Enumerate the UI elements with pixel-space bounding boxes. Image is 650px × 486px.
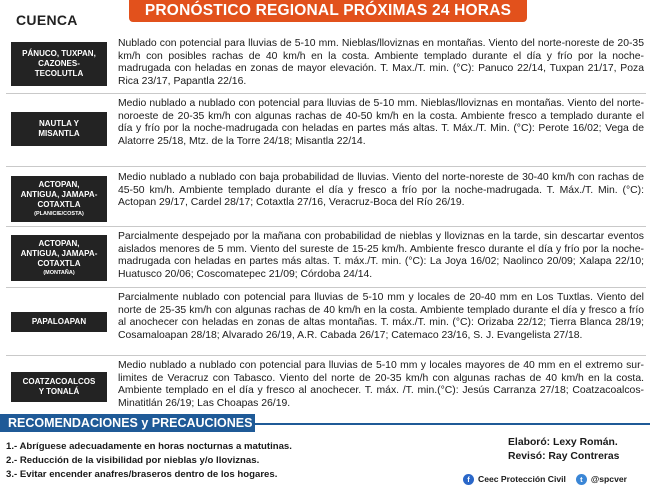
recommendation-item: 1.- Abríguese adecuadamente en horas nocturnas a matutinas. [6, 441, 292, 452]
twitter-handle[interactable]: @spcver [590, 474, 627, 484]
region-forecast: Nublado con potencial para lluvias de 5-10 mm. Nieblas/lloviznas en montañas. Viento del norte-noreste de 20-35 km/h con posibles rachas de 40 km/h en la costa. Ambiente templado durante el día y frío por la noche-madrugada con heladas en zonas de mayor elevación. T. Max./T. min. (°C): Panuco 22/14, Tuxpan 21/17, Poza Rica 23/17, Papantla 22/16. [118, 38, 644, 87]
facebook-icon[interactable]: f [463, 474, 474, 485]
region-forecast: Parcialmente nublado con potencial para lluvias de 5-10 mm y locales de 20-40 mm en Los Tuxtlas. Viento del norte de 25-35 km/h con algunas rachas de 40 km/h en la costa. Ambiente templado durante el día y fresco a frío al anochecer con heladas en zonas de altas montañas. T. máx./T. min. (°C): Orizaba 22/12; Tierra Blanca 28/19; Cosamaloapan 28/18; Alvarado 26/19, A.R. Cabada 26/17; Catemaco 23/16, S. J. Evangelista 27/18. [118, 292, 644, 341]
region-label-line: TECOLUTLA [34, 69, 84, 78]
region-label-line: ACTOPAN, [38, 180, 80, 189]
region-forecast: Medio nublado a nublado con potencial para lluvias de 5-10 mm y locales mayores de 40 mm en el extremo sur-limites de Veracruz con Tabasco. Viento del norte de 20-35 km/h con algunas rachas de 40 km/h en la costa. Ambiente templado en el día y fresco al anochecer. T. máx. /T. min.(°C): Jesús Carranza 27/18; Coatzacoalcos-Minatitlán 26/19; Las Choapas 26/19. [118, 360, 644, 409]
region-label-line: ACTOPAN, [38, 239, 80, 248]
recommendation-item: 3.- Evitar encender anafres/braseros dentro de los hogares. [6, 469, 278, 480]
recommendations-rule [255, 423, 650, 425]
recommendations-list [6, 440, 426, 482]
facebook-handle[interactable]: Ceec Protección Civil [478, 474, 566, 484]
region-sublabel: (MONTAÑA) [43, 270, 75, 276]
recommendations-header [0, 414, 650, 432]
region-label-line: CAZONES- [38, 59, 80, 68]
region-label-line: COTAXTLA [37, 259, 81, 268]
recommendation-item: 2.- Reducción de la visibilidad por nieblas y/o lloviznas. [6, 455, 260, 466]
region-label-line: COATZACOALCOS [22, 377, 96, 386]
region-label [11, 42, 107, 86]
twitter-icon[interactable]: t [576, 474, 587, 485]
region-label-line: ANTIGUA, JAMAPA- [20, 190, 98, 199]
region-sublabel: (PLANICIE/COSTA) [34, 211, 84, 217]
region-forecast: Parcialmente despejado por la mañana con probabilidad de nieblas y lloviznas en la tarde, sin descartar eventos aislados menores de 5 mm. Viento del sureste de 15-25 km/h. Ambiente fresco durante el día y frío por la noche-madrugada con heladas en partes más altas. T. máx./T. min. (°C): La Joya 16/02; Naolinco 20/09; Xalapa 22/10; Huatusco 20/06; Coscomatepec 21/09; Córdoba 24/14. [118, 231, 644, 280]
region-label-line: PAPALOAPAN [31, 317, 87, 326]
prepared-by: Elaboró: Lexy Román. [508, 437, 618, 448]
social-links [463, 472, 627, 486]
region-label-line: Y TONALÁ [38, 387, 80, 396]
region-label-line: PÁNUCO, TUXPAN, [22, 49, 96, 58]
region-label-line: COTAXTLA [37, 200, 81, 209]
header [0, 0, 650, 30]
region-label [11, 112, 107, 146]
divider [6, 93, 646, 94]
region-label [11, 372, 107, 402]
region-forecast: Medio nublado a nublado con baja probabilidad de lluvias. Viento del norte-noreste de 30-40 km/h con rachas de 45-50 km/h. Ambiente templado durante el día y fresco a frío por la noche-madrugada. T. Máx./T. Min. (°C): Actopan 29/17, Cardel 28/17; Cotaxtla 27/16, Veracruz-Boca del Río 26/19. [118, 172, 644, 209]
divider [6, 166, 646, 167]
divider [6, 287, 646, 288]
divider [6, 226, 646, 227]
region-label-line: ANTIGUA, JAMAPA- [20, 249, 98, 258]
region-heading: CUENCA [16, 12, 78, 28]
region-forecast: Medio nublado a nublado con potencial para lluvias de 5-10 mm. Nieblas/lloviznas en montañas. Viento del norte-noroeste de 20-35 km/h con algunas rachas de 40-50 km/h en la costa. Ambiente fresco a templado durante el día y frío por la noche-madrugada con heladas en partes más altas. T. Máx./T. Min. (°C): Perote 16/02; Vega de Alatorre 25/18, Mtz. de la Torre 24/18; Misantla 22/14. [118, 98, 644, 147]
divider [6, 355, 646, 356]
region-label [11, 312, 107, 332]
recommendations-title: RECOMENDACIONES y PRECAUCIONES [0, 414, 255, 432]
region-label [11, 176, 107, 222]
forecast-banner: PRONÓSTICO REGIONAL PRÓXIMAS 24 HORAS [129, 0, 527, 22]
credits [508, 436, 619, 464]
region-label-line: NAUTLA Y [39, 119, 79, 128]
region-label-line: MISANTLA [38, 129, 80, 138]
region-label [11, 235, 107, 281]
reviewed-by: Revisó: Ray Contreras [508, 451, 620, 462]
